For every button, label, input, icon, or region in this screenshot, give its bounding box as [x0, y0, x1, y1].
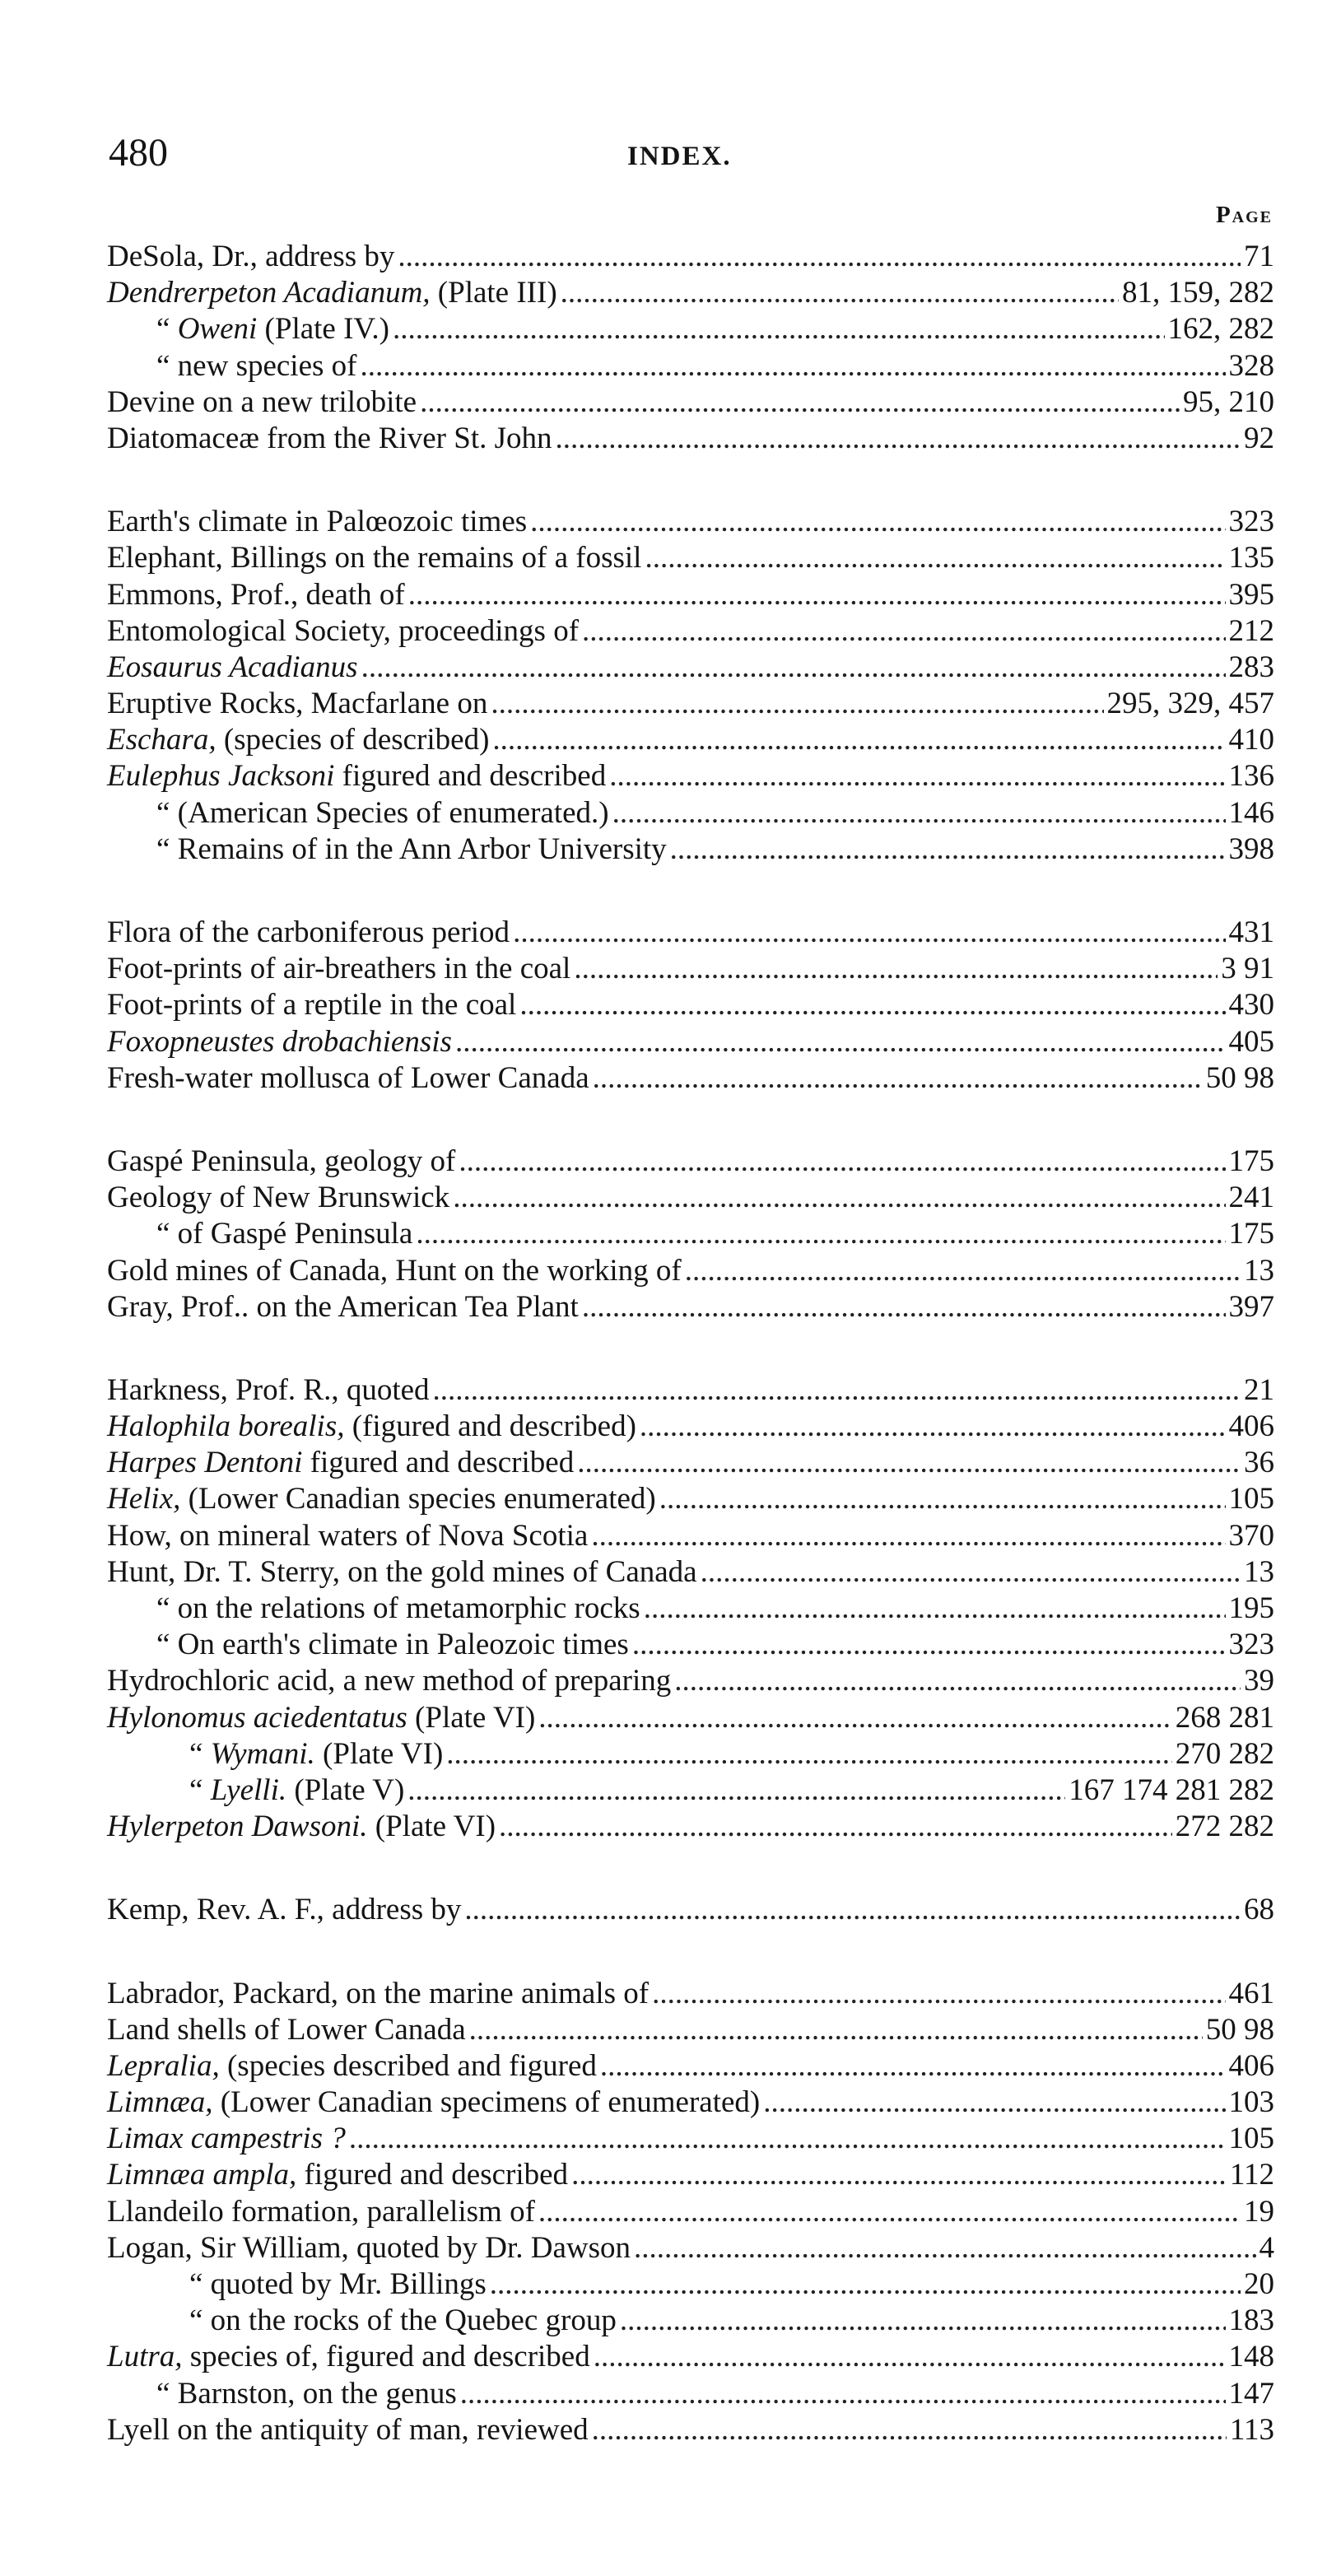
index-entry: [107, 2194, 1274, 2230]
index-entry: [107, 1216, 1274, 1252]
dot-leader: [455, 1024, 1226, 1060]
entry-pages: 92: [1244, 421, 1274, 455]
entry-pages: 406: [1228, 2048, 1274, 2083]
section-gap: [107, 1845, 1274, 1892]
dot-leader: [645, 540, 1225, 576]
entry-pages: 328: [1228, 348, 1274, 383]
dot-leader: [577, 1445, 1241, 1481]
index-entry: [107, 613, 1274, 650]
entry-text: Limnæa ampla, figured and described: [107, 2158, 569, 2192]
entry-text: “ on the rocks of the Quebec group: [189, 2303, 617, 2338]
index-entry: [107, 758, 1274, 794]
entry-pages: 272 282: [1175, 1810, 1274, 1844]
entry-text: Harkness, Prof. R., quoted: [107, 1372, 430, 1407]
index-entry: [107, 1372, 1274, 1409]
index-entry: [107, 2230, 1274, 2266]
entry-pages: 147: [1228, 2376, 1274, 2411]
entry-text: Eruptive Rocks, Macfarlane on: [107, 687, 488, 721]
index-entry: [107, 1180, 1274, 1216]
dot-leader: [609, 758, 1225, 794]
entry-pages: 20: [1244, 2267, 1274, 2301]
entry-pages: 135: [1228, 541, 1274, 575]
index-entry: [107, 1518, 1274, 1554]
entry-text: “ on the relations of metamorphic rocks: [156, 1591, 640, 1625]
dot-leader: [701, 1554, 1241, 1591]
dot-leader: [499, 1809, 1172, 1845]
dot-leader: [591, 1518, 1225, 1554]
entry-text: Entomological Society, proceedings of: [107, 613, 580, 648]
entry-text: “ Remains of in the Ann Arbor University: [156, 831, 667, 866]
entry-pages: 406: [1228, 1409, 1274, 1444]
entry-text: Logan, Sir William, quoted by Dr. Dawson: [107, 2230, 631, 2265]
entry-pages: 461: [1228, 1976, 1274, 2010]
entry-text: Devine on a new trilobite: [107, 384, 417, 419]
dot-leader: [670, 831, 1226, 868]
entry-text: How, on mineral waters of Nova Scotia: [107, 1518, 589, 1553]
index-entry: [107, 504, 1274, 540]
page-header: [109, 130, 1269, 188]
entry-pages: 13: [1244, 1554, 1274, 1589]
dot-leader: [416, 1216, 1225, 1252]
entry-text: Helix, (Lower Canadian species enumerated): [107, 1482, 656, 1516]
entry-pages: 68: [1244, 1893, 1274, 1927]
entry-pages: 136: [1228, 759, 1274, 794]
dot-leader: [446, 1736, 1171, 1772]
entry-pages: 175: [1228, 1217, 1274, 1251]
dot-leader: [593, 1060, 1203, 1097]
entry-pages: 105: [1228, 1482, 1274, 1516]
index-entry: [107, 1772, 1274, 1809]
entry-text: Gaspé Peninsula, geology of: [107, 1144, 456, 1178]
dot-leader: [652, 1976, 1225, 2012]
dot-leader: [612, 795, 1226, 831]
dot-leader: [659, 1481, 1226, 1517]
index-entry: [107, 831, 1274, 868]
entry-text: Lepralia, (species described and figured: [107, 2048, 597, 2083]
index-entry: [107, 1253, 1274, 1289]
dot-leader: [632, 1627, 1226, 1663]
dot-leader: [571, 2157, 1227, 2193]
entry-text: Flora of the carboniferous period: [107, 915, 510, 949]
entry-pages: 323: [1228, 1628, 1274, 1662]
index-entry: [107, 1554, 1274, 1591]
dot-leader: [600, 2048, 1226, 2085]
entry-pages: 146: [1228, 795, 1274, 830]
dot-leader: [490, 2266, 1241, 2303]
entry-pages: 148: [1228, 2340, 1274, 2374]
index-entry: [107, 2121, 1274, 2157]
index-entry: [107, 1409, 1274, 1445]
index-entry: [107, 2339, 1274, 2375]
entry-text: Emmons, Prof., death of: [107, 577, 405, 612]
entry-text: “ Wymani. (Plate VI): [189, 1736, 444, 1771]
entry-text: Foot-prints of air-breathers in the coal: [107, 952, 571, 986]
index-entry: [107, 2085, 1274, 2121]
entry-pages: 113: [1229, 2412, 1274, 2447]
dot-leader: [361, 650, 1226, 686]
dot-leader: [492, 722, 1225, 758]
index-entry: [107, 384, 1274, 421]
dot-leader: [644, 1591, 1226, 1627]
dot-leader: [464, 1892, 1241, 1928]
entry-text: Eschara, (species of described): [107, 723, 490, 757]
entry-pages: 410: [1228, 723, 1274, 757]
entry-text: Hunt, Dr. T. Sterry, on the gold mines of Canada: [107, 1554, 697, 1589]
index-entry: [107, 421, 1274, 457]
index-entry: [107, 951, 1274, 987]
dot-leader: [538, 1700, 1171, 1736]
index-entry: [107, 686, 1274, 722]
index-entry: [107, 1700, 1274, 1736]
page-column-label: Page: [1215, 202, 1273, 228]
dot-leader: [634, 2230, 1255, 2266]
index-entry: [107, 722, 1274, 758]
dot-leader: [592, 2412, 1227, 2448]
entry-pages: 50 98: [1205, 1060, 1274, 1095]
entry-text: Earth's climate in Palœozoic times: [107, 505, 528, 539]
index-entry: [107, 1481, 1274, 1517]
entry-text: Dendrerpeton Acadianum, (Plate III): [107, 276, 557, 310]
dot-leader: [491, 686, 1103, 722]
entry-pages: 3 91: [1221, 952, 1274, 986]
index-entry: [107, 795, 1274, 831]
entry-pages: 4: [1259, 2230, 1274, 2265]
entry-text: Limax campestris ?: [107, 2122, 346, 2156]
entry-pages: 21: [1244, 1372, 1274, 1407]
entry-text: Gray, Prof.. on the American Tea Plant: [107, 1289, 579, 1324]
dot-leader: [398, 239, 1241, 275]
entry-text: Diatomaceæ from the River St. John: [107, 421, 552, 455]
index-entry: [107, 1663, 1274, 1699]
dot-leader: [582, 1289, 1226, 1325]
entry-pages: 50 98: [1205, 2012, 1274, 2047]
entry-pages: 405: [1228, 1024, 1274, 1059]
entry-text: “ Barnston, on the genus: [156, 2376, 457, 2411]
entry-text: Hylonomus aciedentatus (Plate VI): [107, 1700, 536, 1735]
entry-text: Halophila borealis, (figured and described): [107, 1409, 636, 1444]
dot-leader: [594, 2339, 1226, 2375]
index-entry: [107, 2157, 1274, 2193]
entry-pages: 195: [1228, 1591, 1274, 1625]
entry-pages: 268 281: [1175, 1700, 1274, 1735]
index-entry: [107, 1736, 1274, 1772]
entry-text: Land shells of Lower Canada: [107, 2012, 466, 2047]
index-entry: [107, 348, 1274, 384]
entry-pages: 81, 159, 282: [1122, 276, 1274, 310]
dot-leader: [469, 2012, 1203, 2048]
section-gap: [107, 868, 1274, 915]
dot-leader: [556, 421, 1241, 457]
index-entry: [107, 1445, 1274, 1481]
entry-text: Hydrochloric acid, a new method of preparing: [107, 1664, 672, 1698]
entry-pages: 112: [1229, 2158, 1274, 2192]
index-entry: [107, 1627, 1274, 1663]
entry-text: “ Oweni (Plate IV.): [156, 312, 389, 347]
index-entry: [107, 2412, 1274, 2448]
entry-pages: 283: [1228, 650, 1274, 684]
dot-leader: [561, 275, 1119, 311]
entry-pages: 270 282: [1175, 1736, 1274, 1771]
dot-leader: [763, 2085, 1225, 2121]
entry-text: Eulephus Jacksoni figured and described: [107, 759, 607, 794]
entry-text: DeSola, Dr., address by: [107, 240, 395, 273]
index-entry: [107, 2303, 1274, 2339]
entry-pages: 19: [1244, 2194, 1274, 2229]
entry-pages: 430: [1228, 988, 1274, 1022]
entry-pages: 431: [1228, 915, 1274, 949]
dot-leader: [640, 1409, 1226, 1445]
entry-text: Lyell on the antiquity of man, reviewed: [107, 2412, 589, 2447]
index-entry: [107, 1892, 1274, 1928]
dot-leader: [620, 2303, 1226, 2339]
dot-leader: [459, 1144, 1225, 1180]
index-entry: [107, 577, 1274, 613]
index-entry: [107, 1976, 1274, 2012]
page-number: 480: [109, 131, 168, 175]
dot-leader: [685, 1253, 1241, 1289]
entry-pages: 397: [1228, 1289, 1274, 1324]
dot-leader: [519, 987, 1225, 1023]
entry-text: Limnæa, (Lower Canadian specimens of enumerated): [107, 2085, 761, 2120]
entry-pages: 183: [1228, 2303, 1274, 2338]
entry-text: Eosaurus Acadianus: [107, 650, 358, 684]
index-entry: [107, 1024, 1274, 1060]
section-gap: [107, 1097, 1274, 1144]
entry-text: Hylerpeton Dawsoni. (Plate VI): [107, 1810, 496, 1844]
entry-text: Gold mines of Canada, Hunt on the working of: [107, 1253, 682, 1288]
dot-leader: [360, 348, 1225, 384]
section-gap: [107, 1929, 1274, 1976]
entry-pages: 162, 282: [1167, 312, 1274, 347]
dot-leader: [420, 384, 1180, 421]
entry-pages: 295, 329, 457: [1106, 687, 1274, 721]
index-entry: [107, 2376, 1274, 2412]
entry-pages: 71: [1244, 240, 1274, 273]
dot-leader: [393, 311, 1165, 347]
entry-pages: 167 174 281 282: [1069, 1772, 1274, 1807]
entry-pages: 398: [1228, 831, 1274, 866]
entry-text: Llandeilo formation, parallelism of: [107, 2194, 535, 2229]
entry-pages: 103: [1228, 2085, 1274, 2120]
index-entry: [107, 915, 1274, 951]
entry-text: “ new species of: [156, 348, 357, 383]
index-entry: [107, 2012, 1274, 2048]
entry-pages: 370: [1228, 1518, 1274, 1553]
section-gap: [107, 1325, 1274, 1372]
dot-leader: [408, 577, 1226, 613]
entry-text: Kemp, Rev. A. F., address by: [107, 1893, 462, 1927]
entry-pages: 36: [1244, 1446, 1274, 1480]
index-entry: [107, 540, 1274, 576]
index-entries: [107, 239, 1274, 2448]
entry-pages: 13: [1244, 1253, 1274, 1288]
dot-leader: [574, 951, 1218, 987]
index-entry: [107, 1144, 1274, 1180]
entry-text: “ of Gaspé Peninsula: [156, 1217, 413, 1251]
entry-pages: 39: [1244, 1664, 1274, 1698]
index-entry: [107, 1060, 1274, 1097]
dot-leader: [582, 613, 1225, 650]
index-entry: [107, 650, 1274, 686]
entry-pages: 95, 210: [1183, 384, 1274, 419]
entry-pages: 241: [1228, 1181, 1274, 1215]
dot-leader: [513, 915, 1225, 951]
index-entry: [107, 2048, 1274, 2085]
entry-text: “ (American Species of enumerated.): [156, 795, 609, 830]
dot-leader: [349, 2121, 1226, 2157]
entry-text: Elephant, Billings on the remains of a fossil: [107, 541, 642, 575]
entry-text: Fresh-water mollusca of Lower Canada: [107, 1060, 589, 1095]
index-entry: [107, 1809, 1274, 1845]
index-entry: [107, 987, 1274, 1023]
entry-text: “ quoted by Mr. Billings: [189, 2267, 487, 2301]
entry-pages: 105: [1228, 2122, 1274, 2156]
index-entry: [107, 275, 1274, 311]
entry-text: Foxopneustes drobachiensis: [107, 1024, 452, 1059]
index-entry: [107, 311, 1274, 347]
index-entry: [107, 2266, 1274, 2303]
index-entry: [107, 239, 1274, 275]
entry-pages: 395: [1228, 577, 1274, 612]
index-entry: [107, 1289, 1274, 1325]
dot-leader: [530, 504, 1225, 540]
section-gap: [107, 457, 1274, 504]
entry-text: “ Lyelli. (Plate V): [189, 1772, 405, 1807]
dot-leader: [538, 2194, 1241, 2230]
entry-pages: 212: [1228, 613, 1274, 648]
dot-leader: [407, 1772, 1065, 1809]
entry-text: Geology of New Brunswick: [107, 1181, 450, 1215]
dot-leader: [453, 1180, 1225, 1216]
index-entry: [107, 1591, 1274, 1627]
dot-leader: [460, 2376, 1226, 2412]
entry-text: Foot-prints of a reptile in the coal: [107, 988, 517, 1022]
entry-pages: 175: [1228, 1144, 1274, 1178]
dot-leader: [433, 1372, 1241, 1409]
entry-text: Harpes Dentoni figured and described: [107, 1446, 575, 1480]
dot-leader: [674, 1663, 1241, 1699]
entry-text: “ On earth's climate in Paleozoic times: [156, 1628, 629, 1662]
entry-text: Labrador, Packard, on the marine animals of: [107, 1976, 650, 2010]
running-title: INDEX.: [627, 142, 732, 171]
entry-text: Lutra, species of, figured and described: [107, 2340, 590, 2374]
entry-pages: 323: [1228, 505, 1274, 539]
